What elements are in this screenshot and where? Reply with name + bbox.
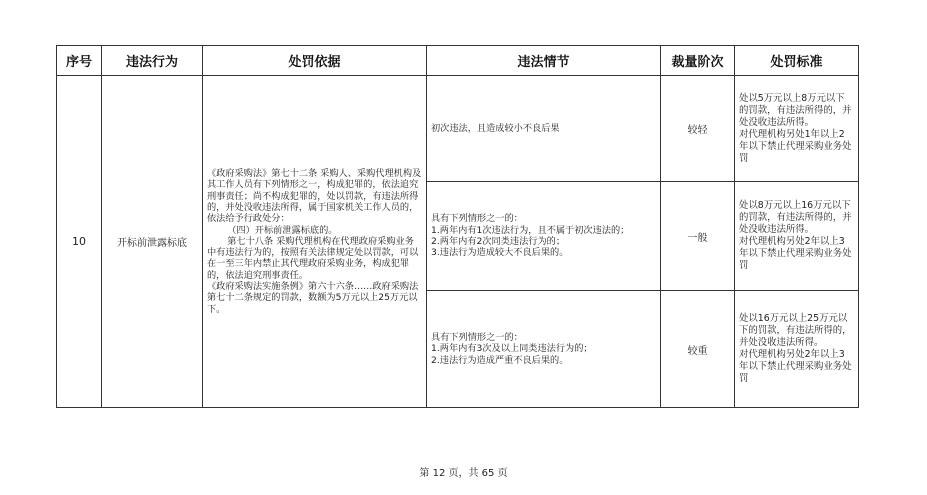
basis-article-78: 第七十八条 采购代理机构在代理政府采购业务中有违法行为的，按照有关法律规定处以罚款，可以在一至三年内禁止其代理政府采购业务，构成犯罪的，依法追究刑事责任。 [207, 235, 419, 281]
header-row [57, 46, 859, 76]
standard-general [735, 182, 859, 291]
basis-clause-4: （四）开标前泄露标底的。 [227, 224, 338, 236]
penalty-table [56, 45, 859, 408]
circumstance-line: 初次违法，且造成较小不良后果 [431, 122, 560, 134]
row-violation: 开标前泄露标底 [102, 76, 203, 408]
standard-line: 对代理机构另处2年以上3年以下禁止代理采购业务处罚 [739, 236, 852, 271]
basis-regulation-66: 《政府采购法实施条例》第六十六条……政府采购法第七十二条规定的罚款，数额为5万元以上25万元以下。 [207, 281, 419, 315]
tier-light: 较轻 [661, 76, 735, 182]
page-footer: 第 12 页，共 65 页 [419, 468, 508, 479]
circumstance-general [427, 182, 661, 291]
standard-line: 对代理机构另处1年以上2年以下禁止代理采购业务处罚 [739, 128, 852, 164]
circumstance-severe [427, 291, 661, 408]
header-number: 序号 [57, 46, 102, 76]
header-violation: 违法行为 [102, 46, 203, 76]
header-tier: 裁量阶次 [661, 46, 735, 76]
standard-severe [735, 291, 859, 408]
circumstance-line: 2.两年内有2次同类违法行为的； [431, 236, 566, 247]
row-number: 10 [57, 76, 102, 408]
standard-line: 处以5万元以上8万元以下的罚款，有违法所得的，并处没收违法所得。 [739, 92, 852, 128]
circumstance-light [427, 76, 661, 182]
standard-line: 对代理机构另处2年以上3年以下禁止代理采购业务处罚 [739, 349, 852, 384]
basis-article-72: 《政府采购法》第七十二条 采购人、采购代理机构及其工作人员有下列情形之一，构成犯罪的，依法追究刑事责任；尚不构成犯罪的，处以罚款，有违法所得的，并处没收违法所得，属于国家机关工作人员的，依法给予行政处分： [207, 168, 422, 225]
header-standard: 处罚标准 [735, 46, 859, 76]
standard-line: 处以16万元以上25万元以下的罚款，有违法所得的，并处没收违法所得。 [739, 313, 852, 348]
circumstance-line: 2.违法行为造成严重不良后果的。 [431, 354, 569, 366]
header-circumstance: 违法情节 [427, 46, 661, 76]
standard-light [735, 76, 859, 182]
standard-line: 处以8万元以上16万元以下的罚款，有违法所得的，并处没收违法所得。 [739, 200, 852, 235]
table-row [57, 76, 859, 182]
header-basis: 处罚依据 [203, 46, 427, 76]
tier-general: 一般 [661, 182, 735, 291]
tier-severe: 较重 [661, 291, 735, 408]
circumstance-line: 具有下列情形之一的： [431, 332, 523, 344]
circumstance-line: 1.两年内有1次违法行为，且不属于初次违法的； [431, 224, 630, 236]
row-basis [203, 76, 427, 408]
circumstance-line: 3.违法行为造成较大不良后果的。 [431, 247, 569, 259]
circumstance-line: 具有下列情形之一的： [431, 213, 523, 225]
circumstance-line: 1.两年内有3次及以上同类违法行为的； [431, 343, 593, 355]
